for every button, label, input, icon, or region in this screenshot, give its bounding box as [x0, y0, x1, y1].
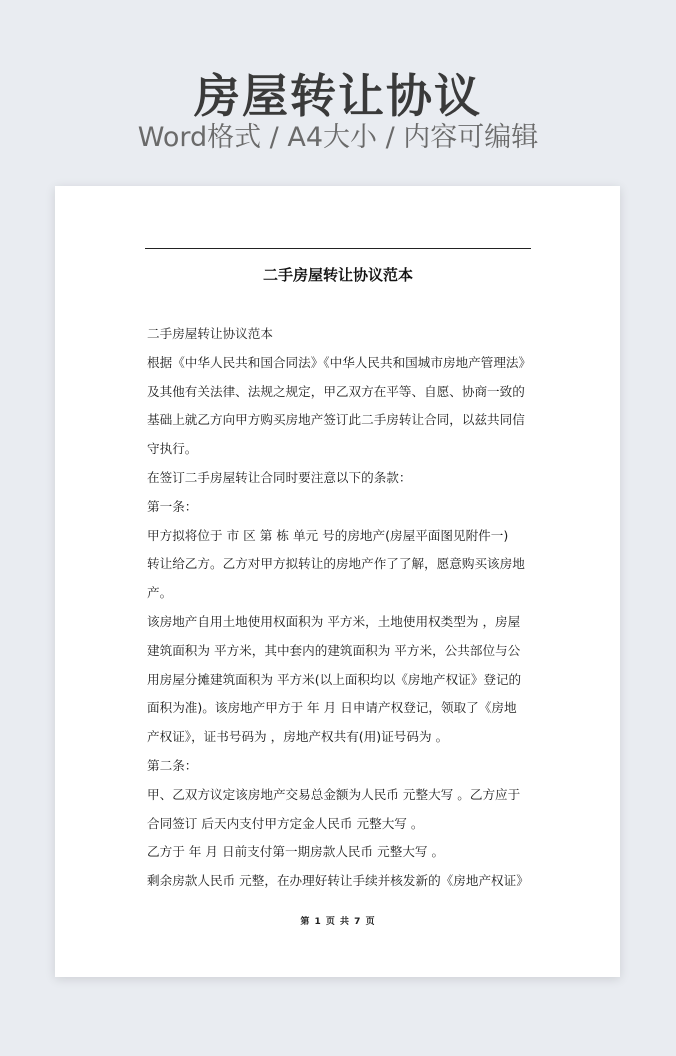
body-line: 及其他有关法律、法规之规定，甲乙双方在平等、自愿、协商一致的 [147, 383, 525, 399]
banner-title: 房屋转让协议 [194, 69, 482, 123]
body-line: 甲方拟将位于 市 区 第 栋 单元 号的房地产(房屋平面图见附件一) [147, 527, 509, 543]
body-line: 在签订二手房屋转让合同时要注意以下的条款： [147, 469, 412, 485]
header-rule [145, 248, 531, 249]
document-title: 二手房屋转让协议范本 [262, 266, 413, 284]
body-line: 乙方于 年 月 日前支付第一期房款人民币 元整大写 。 [147, 844, 445, 860]
body-line: 该房地产自用土地使用权面积为 平方米，土地使用权类型为 ，房屋 [147, 613, 521, 629]
body-line: 产权证》，证书号码为 ，房地产权共有(用)证号码为 。 [147, 729, 449, 745]
body-line: 面积为准)。该房地产甲方于 年 月 日申请产权登记，领取了《房地 [147, 700, 517, 716]
body-line: 基础上就乙方向甲方购买房地产签订此二手房转让合同，以兹共同信 [147, 412, 525, 428]
body-line: 第二条： [147, 757, 198, 773]
body-line: 转让给乙方。乙方对甲方拟转让的房地产作了了解，愿意购买该房地 [147, 556, 525, 572]
body-line: 剩余房款人民币 元整，在办理好转让手续并核发新的《房地产权证》 [147, 873, 529, 889]
body-line: 用房屋分摊建筑面积为 平方米(以上面积均以《房地产权证》登记的 [147, 671, 522, 687]
body-line: 二手房屋转让协议范本 [147, 326, 273, 341]
banner-subtitle: Word格式 / A4大小 / 内容可编辑 [137, 122, 539, 153]
page-number: 第 1 页 共 7 页 [300, 917, 376, 927]
body-line: 建筑面积为 平方米，其中套内的建筑面积为 平方米，公共部位与公 [147, 642, 521, 658]
body-line: 守执行。 [147, 441, 198, 457]
document-body [147, 320, 533, 896]
body-line: 第一条： [147, 498, 198, 514]
body-line: 根据《中华人民共和国合同法》《中华人民共和国城市房地产管理法》 [147, 354, 532, 370]
body-line: 产。 [147, 585, 173, 601]
document-page [55, 186, 620, 977]
body-line: 甲、乙双方议定该房地产交易总金额为人民币 元整大写 。乙方应于 [147, 786, 521, 802]
body-line: 合同签订 后天内支付甲方定金人民币 元整大写 。 [147, 815, 424, 831]
